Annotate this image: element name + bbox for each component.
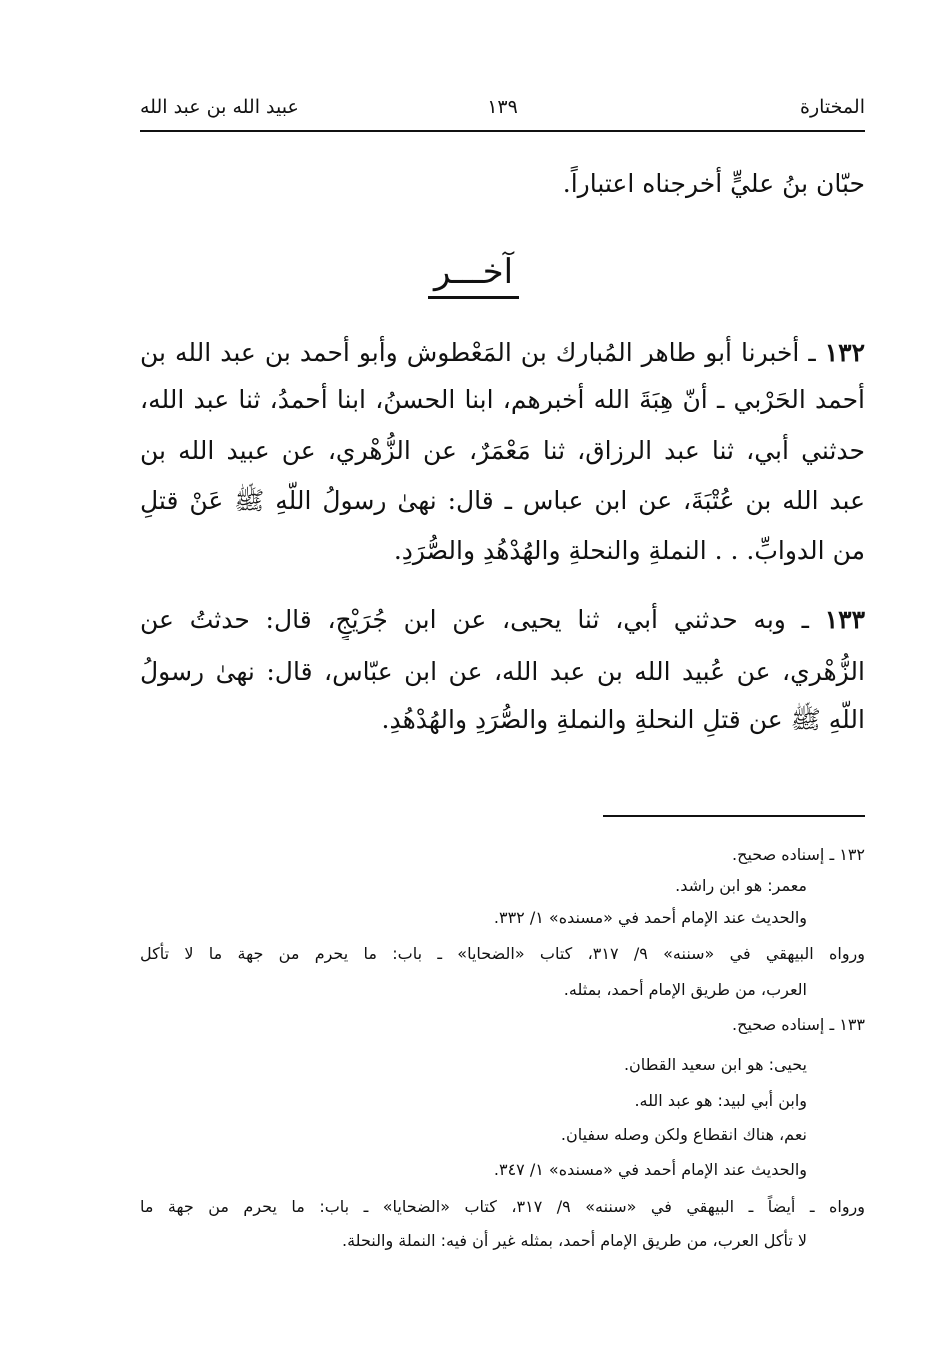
footnote-133-line-5: ورواه ـ أيضاً ـ البيهقي في «سننه» ٩/ ٣١٧، كتاب «الضحايا» ـ باب: ما يحرم من جهة ما: [140, 1197, 865, 1216]
footnote-132-label: ١٣٢ ـ إسناده صحيح.: [732, 845, 865, 864]
hadith-133-line-1: [140, 600, 865, 640]
footnote-132-line-4: العرب، من طريق الإمام أحمد، بمثله.: [563, 980, 807, 999]
page-number: ١٣٩: [487, 96, 518, 118]
footnote-separator: [603, 815, 865, 817]
footnote-133-line-6: لا تأكل العرب، من طريق الإمام أحمد، بمثله غير أن فيه: النملة والنحلة.: [342, 1231, 807, 1250]
book-title: المختارة: [800, 96, 865, 118]
footnote-133-line-1: يحيى: هو ابن سعيد القطان.: [623, 1055, 807, 1074]
footnote-133-line-4: والحديث عند الإمام أحمد في «مسنده» ١/ ٣٤٧.: [493, 1160, 807, 1179]
hadith-132-line-2: أحمد الحَرْبي ـ أنّ هِبَةَ الله أخبرهم، ابنا الحسنُ، ابنا أحمدُ، ثنا عبد الله،: [140, 385, 865, 414]
running-header: [140, 96, 865, 130]
hadith-132-line-3: حدثني أبي، ثنا عبد الرزاق، ثنا مَعْمَرٌ، عن الزُّهْري، عن عبيد الله بن: [140, 436, 865, 465]
hadith-132-line-1: [140, 333, 865, 373]
footnote-133-line-2: وابن أبي لبيد: هو عبد الله.: [634, 1091, 807, 1110]
footnote-132-line-2: والحديث عند الإمام أحمد في «مسنده» ١/ ٣٣٢.: [493, 908, 807, 927]
chapter-title: عبيد الله بن عبد الله: [140, 96, 299, 118]
hadith-132-text-1: ـ أخبرنا أبو طاهر المُبارك بن المَعْطوش وأبو أحمد بن عبد الله بن: [140, 338, 816, 367]
section-heading: [0, 252, 947, 299]
footnote-133-line-3: نعم، هناك انقطاع ولكن وصله سفيان.: [560, 1125, 807, 1144]
hadith-132-number: ١٣٢: [824, 338, 865, 367]
header-rule: [140, 130, 865, 132]
footnote-132-line-3: ورواه البيهقي في «سننه» ٩/ ٣١٧، كتاب «الضحايا» ـ باب: ما يحرم من جهة ما لا تأكل: [140, 944, 865, 963]
hadith-133-text-1: ـ وبه حدثني أبي، ثنا يحيى، عن ابن جُرَيْجٍ، قال: حدثتُ عن: [140, 605, 809, 634]
hadith-133-number: ١٣٣: [824, 605, 865, 634]
hadith-133-line-3: اللَّهِ ﷺ عن قتلِ النحلةِ والنملةِ والصُّرَدِ والهُدْهُدِ.: [381, 705, 865, 734]
hadith-133-line-2: الزُّهْري، عن عُبيد الله بن عبد الله، عن ابن عبّاس، قال: نهىٰ رسولُ: [140, 657, 865, 686]
hadith-132-line-4: عبد الله بن عُتْبَةَ، عن ابن عباس ـ قال: نهىٰ رسولُ اللَّهِ ﷺ عَنْ قتلِ: [140, 486, 865, 515]
intro-line: حبّان بنُ عليٍّ أخرجناه اعتباراً.: [562, 169, 865, 198]
footnote-133-label: ١٣٣ ـ إسناده صحيح.: [732, 1015, 865, 1034]
hadith-132-line-5: من الدوابِّ. . . النملةِ والنحلةِ والهُدْهُدِ والصُّرَدِ.: [393, 536, 865, 565]
footnote-132-line-1: معمر: هو ابن راشد.: [675, 876, 807, 895]
section-heading-text: آخـــر: [428, 252, 519, 299]
